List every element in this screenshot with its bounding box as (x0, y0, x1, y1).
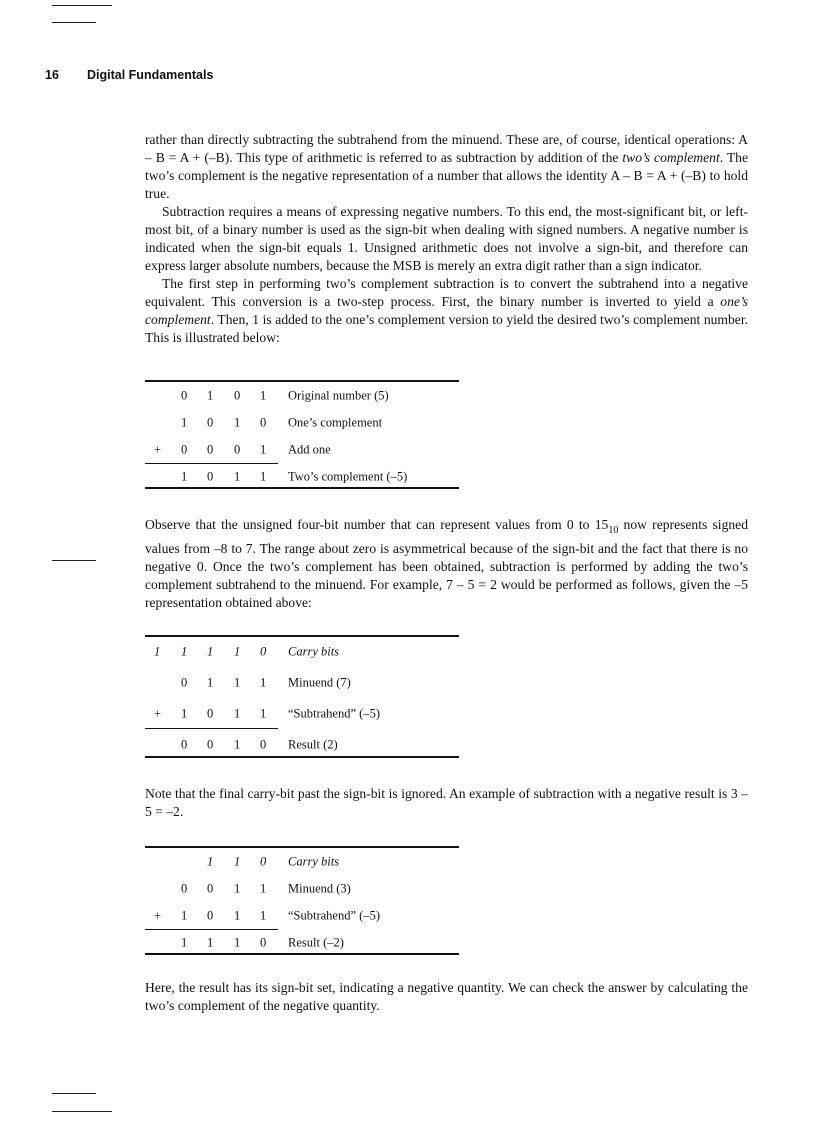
bit-cell: 1 (181, 706, 188, 721)
term: one’s complement (145, 294, 748, 327)
table-row (145, 729, 459, 760)
text: Observe that the unsigned four-bit number that can represent values from 0 to 15 (145, 517, 609, 532)
bit-cell: 0 (207, 706, 214, 721)
crop-mark (52, 1093, 96, 1094)
bit-cell: 1 (260, 442, 267, 457)
bit-cell: 0 (181, 737, 188, 752)
text-block-1 (145, 131, 748, 347)
text-block-4 (145, 979, 748, 1015)
bit-cell: 0 (181, 881, 188, 896)
bit-cell: 1 (207, 854, 214, 869)
crop-mark (52, 5, 112, 6)
paragraph (145, 131, 748, 203)
bit-cell: 0 (260, 737, 267, 752)
bit-cell: 1 (234, 675, 241, 690)
text: . The two’s complement is the negative representation of a number that allows the identity A – B = A + (–B) to hold true. (145, 150, 748, 201)
bit-cell: 1 (234, 469, 241, 484)
table-row (145, 930, 459, 957)
table-row (145, 464, 459, 491)
bit-cell: 0 (207, 469, 214, 484)
subtraction-example-table (145, 635, 459, 758)
bit-cell: 1 (181, 469, 188, 484)
bit-cell: 0 (234, 442, 241, 457)
bit-cell: 1 (260, 388, 267, 403)
bit-cell: 0 (260, 415, 267, 430)
plus-sign: + (154, 706, 162, 721)
row-label: Add one (288, 442, 331, 457)
text-block-2 (145, 516, 748, 612)
bit-cell: 1 (260, 469, 267, 484)
bit-cell: 1 (154, 644, 161, 659)
text-block-3 (145, 785, 748, 821)
row-label: “Subtrahend” (–5) (288, 706, 380, 721)
row-label: Two’s complement (–5) (288, 469, 408, 484)
bit-cell: 1 (234, 854, 241, 869)
bit-cell: 1 (234, 881, 241, 896)
row-label: Carry bits (288, 644, 340, 659)
table-row (145, 903, 459, 930)
bit-cell: 1 (234, 935, 241, 950)
bit-cell: 1 (234, 908, 241, 923)
crop-mark (52, 22, 96, 23)
bit-cell: 1 (181, 908, 188, 923)
bit-cell: 1 (260, 706, 267, 721)
bit-cell: 0 (181, 675, 188, 690)
bit-cell: 0 (234, 388, 241, 403)
paragraph: Subtraction requires a means of expressing negative numbers. To this end, the most-significant bit, or left-most bit, of a binary number is used as the sign-bit when dealing with signed numbers. A negative number is indicated when the sign-bit equals 1. Unsigned arithmetic does not involve a sign-bit, and therefore can express larger absolute numbers, because the MSB is merely an extra digit rather than a sign indicator. (145, 204, 748, 273)
bit-cell: 0 (207, 881, 214, 896)
bit-cell: 0 (207, 908, 214, 923)
bit-cell: 1 (207, 935, 214, 950)
bit-cell: 1 (234, 706, 241, 721)
row-label: Result (2) (288, 737, 338, 752)
table-row (145, 875, 459, 902)
bit-cell: 1 (207, 675, 214, 690)
bit-cell: 0 (207, 415, 214, 430)
bit-cell: 1 (234, 737, 241, 752)
bit-cell: 0 (181, 442, 188, 457)
row-label: One’s complement (288, 415, 383, 430)
plus-sign: + (154, 442, 162, 457)
bit-cell: 0 (260, 644, 267, 659)
paragraph (145, 516, 748, 612)
paragraph: Note that the final carry-bit past the sign-bit is ignored. An example of subtraction with a negative result is 3 – 5 = –2. (145, 786, 748, 819)
row-label: Minuend (7) (288, 675, 351, 690)
bit-cell: 1 (207, 644, 214, 659)
row-label: Carry bits (288, 854, 340, 869)
table-row (145, 699, 459, 730)
table-row (145, 848, 459, 875)
text: The first step in performing two’s complement subtraction is to convert the subtrahend into a negative equivalent. This conversion is a two-step process. First, the binary number is inverted to yield a (145, 276, 748, 309)
bit-cell: 1 (181, 415, 188, 430)
plus-sign: + (154, 908, 162, 923)
negative-result-table (145, 846, 459, 955)
bit-cell: 0 (181, 388, 188, 403)
crop-mark (52, 560, 96, 561)
row-label: Result (–2) (288, 935, 344, 950)
table-row (145, 637, 459, 668)
text: . Then, 1 is added to the one’s complement version to yield the desired two’s complement number. This is illustrated below: (145, 312, 748, 345)
page-number: 16 (45, 68, 59, 82)
table-row (145, 437, 459, 464)
row-label: “Subtrahend” (–5) (288, 908, 380, 923)
paragraph (145, 275, 748, 347)
bit-cell: 1 (260, 675, 267, 690)
bit-cell: 0 (207, 442, 214, 457)
term: two’s complement (622, 150, 720, 165)
paragraph: Here, the result has its sign-bit set, indicating a negative quantity. We can check the answer by calculating the two’s complement of the negative quantity. (145, 980, 748, 1013)
table-row (145, 668, 459, 699)
bit-cell: 1 (207, 388, 214, 403)
bit-cell: 1 (260, 881, 267, 896)
bit-cell: 0 (207, 737, 214, 752)
bit-cell: 0 (260, 854, 267, 869)
text: now represents signed values from –8 to 7. The range about zero is asymmetrical because of the sign-bit and the fact that there is no negative 0. Once the two’s complement has been obtained, subtraction is performed by adding the two’s complement subtrahend to the minuend. For example, 7 – 5 = 2 would be performed as follows, given the –5 representation obtained above: (145, 517, 749, 610)
table-row (145, 382, 459, 409)
running-title: Digital Fundamentals (87, 68, 214, 82)
bit-cell: 1 (260, 908, 267, 923)
bit-cell: 0 (260, 935, 267, 950)
text: rather than directly subtracting the subtrahend from the minuend. These are, of course, identical operations: A – B = A + (–B). This type of arithmetic is referred to as subtraction by addition of the (145, 132, 748, 165)
row-label: Original number (5) (288, 388, 389, 403)
bit-cell: 1 (234, 415, 241, 430)
bit-cell: 1 (181, 644, 188, 659)
row-label: Minuend (3) (288, 881, 351, 896)
bit-cell: 1 (234, 644, 241, 659)
ones-twos-complement-table (145, 380, 459, 489)
bit-cell: 1 (181, 935, 188, 950)
table-row (145, 409, 459, 436)
subscript: 10 (608, 524, 619, 536)
crop-mark (52, 1111, 112, 1112)
